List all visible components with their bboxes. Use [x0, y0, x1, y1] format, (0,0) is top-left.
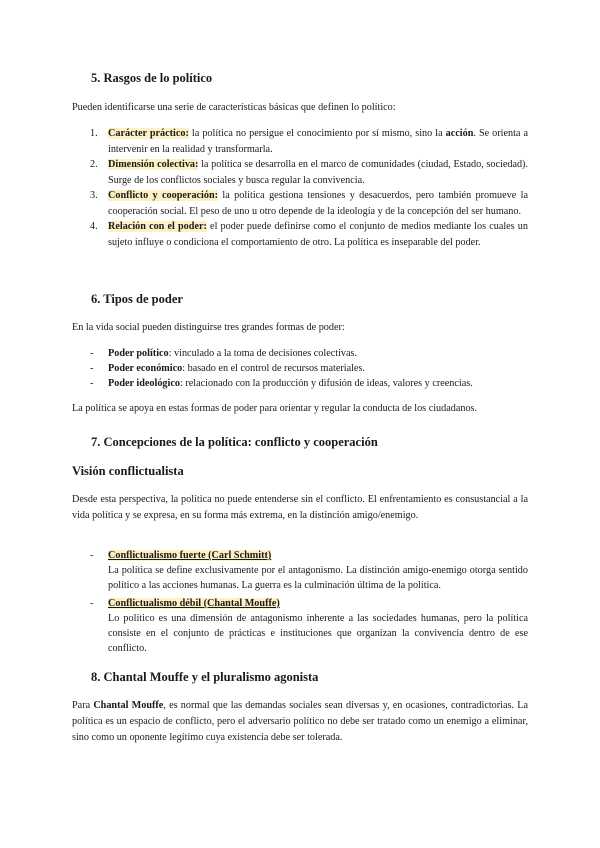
section6-intro: En la vida social pueden distinguirse tres grandes formas de poder: [72, 322, 345, 333]
section8-paragraph: Para Chantal Mouffe, es normal que las demandas sociales sean diversas y, en ocasiones, contradictorias. La política es un espacio de conflicto, pero el adversario político no debe ser tratado como un enemigo a eliminar, sino como un oponente legítimo cuya existencia debe ser tolerada. [72, 700, 528, 743]
term-highlight: Relación con el poder: [108, 221, 207, 232]
term-highlight: Carácter práctico: [108, 128, 189, 139]
list-item: - Conflictualismo débil (Chantal Mouffe) Lo político es una dimensión de antagonismo inherente a las sociedades humanas, pero la política consiste en el conjunto de prácticas e instituciones que organizan la convivencia dentro de ese conflicto. [90, 598, 528, 654]
section6-list [72, 346, 528, 391]
section7-subtitle: Visión conflictualista [72, 464, 184, 478]
section6-closing: La política se apoya en estas formas de poder para orientar y regular la conducta de los ciudadanos. [72, 403, 478, 414]
term-highlight: Conflicto y cooperación: [108, 190, 219, 201]
section5-title: 5. Rasgos de lo político [91, 71, 213, 85]
section7-intro: Desde esta perspectiva, la política no puede entenderse sin el conflicto. El enfrentamiento es consustancial a la vida política y se expresa, en su forma más extrema, en la distinción amigo/enemigo. [72, 494, 528, 521]
term-highlight: Conflictualismo débil (Chantal Mouffe) [108, 598, 280, 609]
list-item: - Conflictualismo fuerte (Carl Schmitt) La política se define exclusivamente por el antagonismo. La distinción amigo-enemigo otorga sentido político a las acciones humanas. La guerra es la culminación última de la política. [90, 550, 528, 591]
list-item: 2. Dimensión colectiva: la política se desarrolla en el marco de comunidades (ciudad, Estado, sociedad). Surge de los conflictos sociales y busca regular la convivencia. [90, 159, 528, 186]
list-item: - Poder económico: basado en el control de recursos materiales. [90, 363, 365, 374]
term-highlight: Dimensión colectiva: [108, 159, 199, 170]
section5-list [72, 126, 528, 250]
section6-title: 6. Tipos de poder [91, 292, 183, 306]
section8-title: 8. Chantal Mouffe y el pluralismo agonista [91, 670, 319, 684]
section7-title: 7. Concepciones de la política: conflicto y cooperación [91, 435, 378, 449]
term-highlight: Conflictualismo fuerte (Carl Schmitt) [108, 550, 272, 561]
section5-intro: Pueden identificarse una serie de características básicas que definen lo político: [72, 102, 396, 113]
list-item: 4. Relación con el poder: el poder puede definirse como el conjunto de medios mediante los cuales un sujeto influye o condiciona el comportamiento de otro. La política es inseparable del poder. [90, 221, 528, 248]
list-item: 1. Carácter práctico: la política no persigue el conocimiento por sí mismo, sino la acción. Se orienta a intervenir en la realidad y transformarla. [90, 128, 528, 155]
list-item: 3. Conflicto y cooperación: la política gestiona tensiones y desacuerdos, pero también promueve la cooperación social. El peso de uno u otro depende de la ideología y de la concepción del ser humano. [90, 190, 528, 217]
list-item: - Poder político: vinculado a la toma de decisiones colectivas. [90, 348, 358, 359]
list-item: - Poder ideológico: relacionado con la producción y difusión de ideas, valores y creencias. [90, 378, 473, 389]
section7-list [72, 548, 528, 656]
